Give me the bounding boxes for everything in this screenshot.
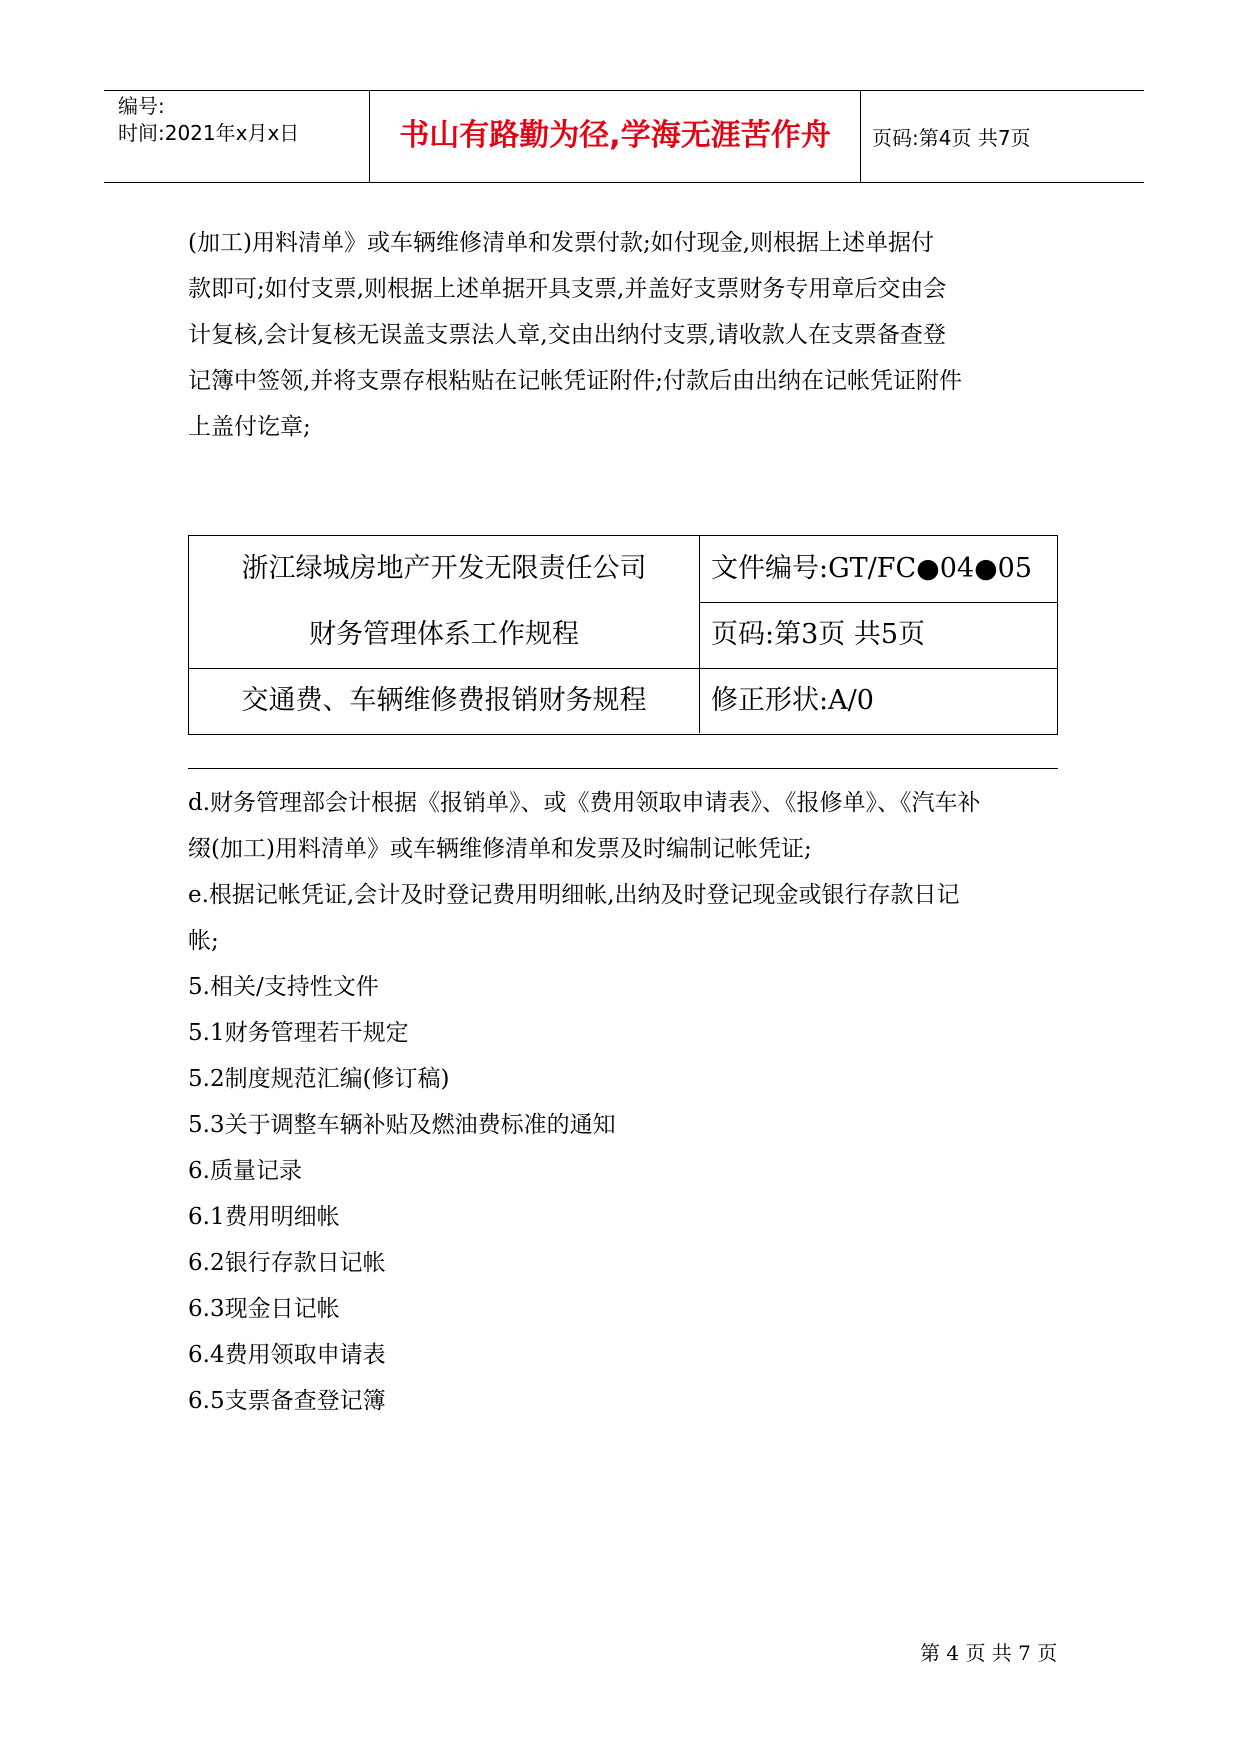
intro-line: 上盖付讫章;: [188, 414, 311, 440]
doc-info-vertical-rule: [699, 536, 700, 733]
doc-info-page: 页码:第3页 共5页: [711, 619, 926, 650]
list-item: 6.1费用明细帐: [188, 1204, 340, 1230]
header-time-label: 时间:2021年x月x日: [118, 121, 300, 145]
intro-line: 款即可;如付支票,则根据上述单据开具支票,并盖好支票财务专用章后交由会: [188, 276, 947, 302]
body-line: e.根据记帐凭证,会计及时登记费用明细帐,出纳及时登记现金或银行存款日记: [188, 882, 960, 908]
list-item: 6.3现金日记帐: [188, 1296, 340, 1322]
header-divider-right: [860, 90, 861, 182]
list-item: 5.1财务管理若干规定: [188, 1020, 409, 1046]
list-item: 6.2银行存款日记帐: [188, 1250, 386, 1276]
header-motto: 书山有路勤为径,学海无涯苦作舟: [399, 118, 831, 153]
intro-line: 记簿中签领,并将支票存根粘贴在记帐凭证附件;付款后由出纳在记帐凭证附件: [188, 368, 963, 394]
doc-info-company: 浙江绿城房地产开发无限责任公司: [241, 553, 647, 584]
doc-info-system: 财务管理体系工作规程: [309, 619, 579, 650]
header-top-rule: [104, 90, 1144, 91]
intro-line: 计复核,会计复核无误盖支票法人章,交由出纳付支票,请收款人在支票备查登: [188, 322, 946, 348]
body-line: 缀(加工)用料清单》或车辆维修清单和发票及时编制记帐凭证;: [188, 836, 812, 862]
list-item: 5.2制度规范汇编(修订稿): [188, 1066, 450, 1092]
header-code-label: 编号:: [118, 94, 165, 118]
list-item: 6.5支票备查登记簿: [188, 1388, 386, 1414]
section-heading: 5.相关/支持性文件: [188, 974, 379, 1000]
header-page-label: 页码:第4页 共7页: [872, 126, 1031, 150]
header-bottom-rule: [104, 182, 1144, 183]
doc-info-file-no: 文件编号:GT/FC●04●05: [711, 553, 1032, 584]
doc-info-revision: 修正形状:A/0: [711, 685, 874, 716]
body-line: d.财务管理部会计根据《报销单》、或《费用领取申请表》、《报修单》、《汽车补: [188, 790, 981, 816]
list-item: 5.3关于调整车辆补贴及燃油费标准的通知: [188, 1112, 616, 1138]
list-item: 6.4费用领取申请表: [188, 1342, 386, 1368]
doc-info-table: [188, 535, 1058, 735]
doc-info-procedure: 交通费、车辆维修费报销财务规程: [241, 685, 647, 716]
section-separator: [188, 768, 1058, 769]
section-heading: 6.质量记录: [188, 1158, 302, 1184]
body-line: 帐;: [188, 928, 219, 954]
footer-page-number: 第 4 页 共 7 页: [920, 1641, 1058, 1665]
intro-line: (加工)用料清单》或车辆维修清单和发票付款;如付现金,则根据上述单据付: [188, 230, 935, 256]
